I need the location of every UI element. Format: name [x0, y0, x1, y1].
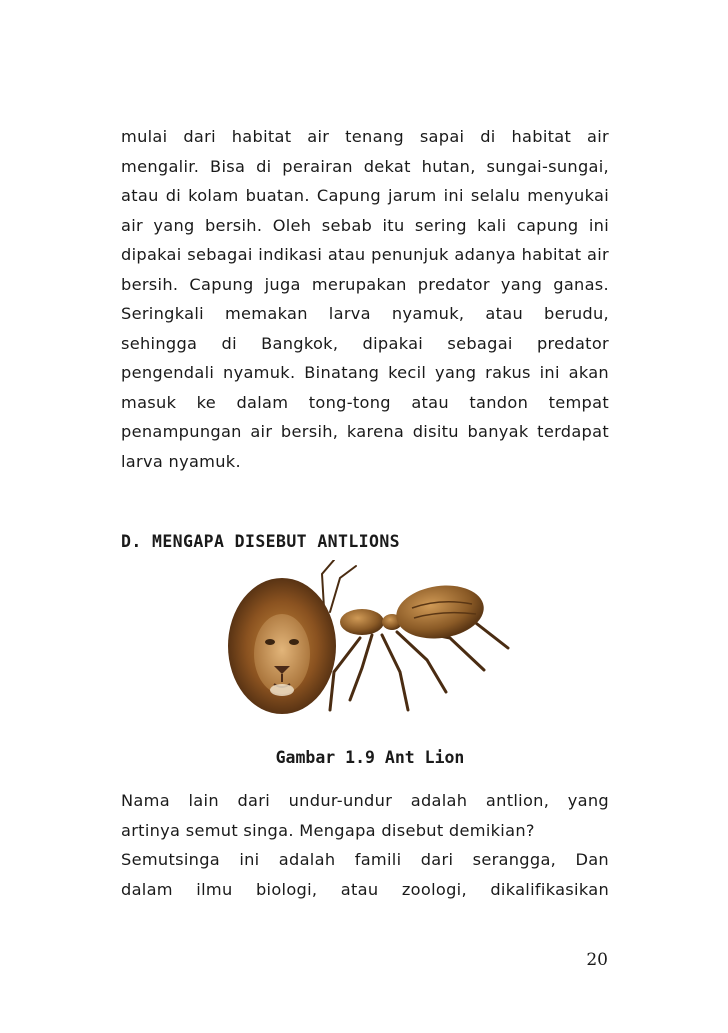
page-number: 20 [586, 950, 608, 970]
figure-caption: Gambar 1.9 Ant Lion [275, 748, 465, 767]
paragraph-line: Nama lain dari undur-undur adalah antlion, yang [121, 791, 609, 810]
body-paragraph: mulai dari habitat air tenang sapai di habitat air mengalir. Bisa di perairan dekat hutan, sungai-sungai, atau di kolam buatan. Capung jarum ini selalu menyukai air yang bersih. Oleh sebab itu sering kali capung ini dipakai sebagai indikasi atau penunjuk adanya habitat air bersih. Capung juga merupakan predator yang ganas. Seringkali memakan larva nyamuk, atau berudu, sehingga di Bangkok, dipakai sebagai predator pengendali nyamuk. Binatang kecil yang rakus ini akan masuk ke dalam tong-tong atau tandon tempat penampungan air bersih, karena disitu banyak terdapat larva nyamuk. [121, 127, 609, 471]
section-heading: D. MENGAPA DISEBUT ANTLIONS [121, 532, 401, 551]
paragraph-line: Semutsinga ini adalah famili dari serangga, Dan [121, 850, 609, 869]
paragraph-line: artinya semut singa. Mengapa disebut demikian? [121, 820, 535, 840]
lion-ant-image [222, 560, 518, 742]
paragraph-line: dalam ilmu biologi, atau zoologi, dikalifikasikan [121, 879, 609, 899]
antlion-illustration [222, 560, 518, 742]
body-paragraph-2 [121, 786, 609, 904]
